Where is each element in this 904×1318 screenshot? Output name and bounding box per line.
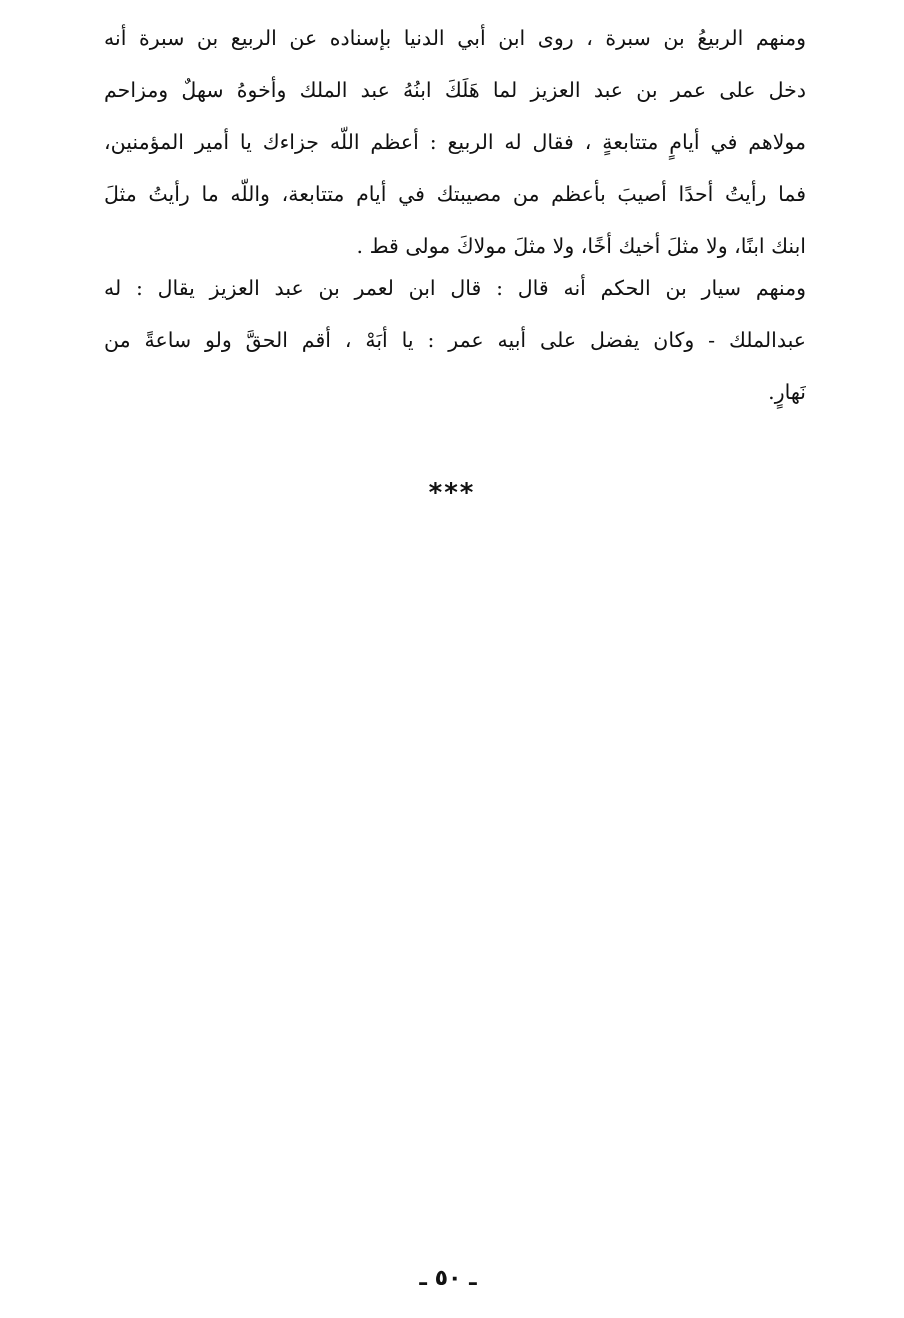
paragraph-line: ومنهم الربيعُ بن سبرة ، روى ابن أبي الدنيا بإسناده عن الربيع بن سبرة أنه [104, 26, 806, 50]
page-number: ـ ٥٠ ـ [419, 1266, 477, 1291]
paragraph-line: دخل على عمر بن عبد العزيز لما هَلَكَ ابنُهُ عبد الملك وأخوهُ سهلٌ ومزاحم [104, 78, 806, 102]
section-divider-asterisks: *** [428, 478, 476, 508]
paragraph-line: عبدالملك - وكان يفضل على أبيه عمر : يا أبَهْ ، أقم الحقَّ ولو ساعةً من [104, 328, 806, 352]
paragraph-line: ومنهم سيار بن الحكم أنه قال : قال ابن لعمر بن عبد العزيز يقال : له [104, 276, 806, 300]
paragraph-line: مولاهم في أيامٍ متتابعةٍ ، فقال له الربيع : أعظم اللّه جزاءك يا أمير المؤمنين، [104, 130, 806, 154]
paragraph-line: نَهارٍ. [768, 380, 806, 404]
paragraph-rabi-ibn-sabra [104, 12, 806, 272]
paragraph-line: ابنك ابنًا، ولا مثلَ أخيك أخًا، ولا مثلَ مولاكَ مولى قط . [356, 234, 806, 258]
paragraph-sayyar-ibn-al-hakam [104, 262, 806, 418]
paragraph-line: فما رأيتُ أحدًا أصيبَ بأعظم من مصيبتك في أيام متتابعة، واللّه ما رأيتُ مثلَ [104, 182, 806, 206]
